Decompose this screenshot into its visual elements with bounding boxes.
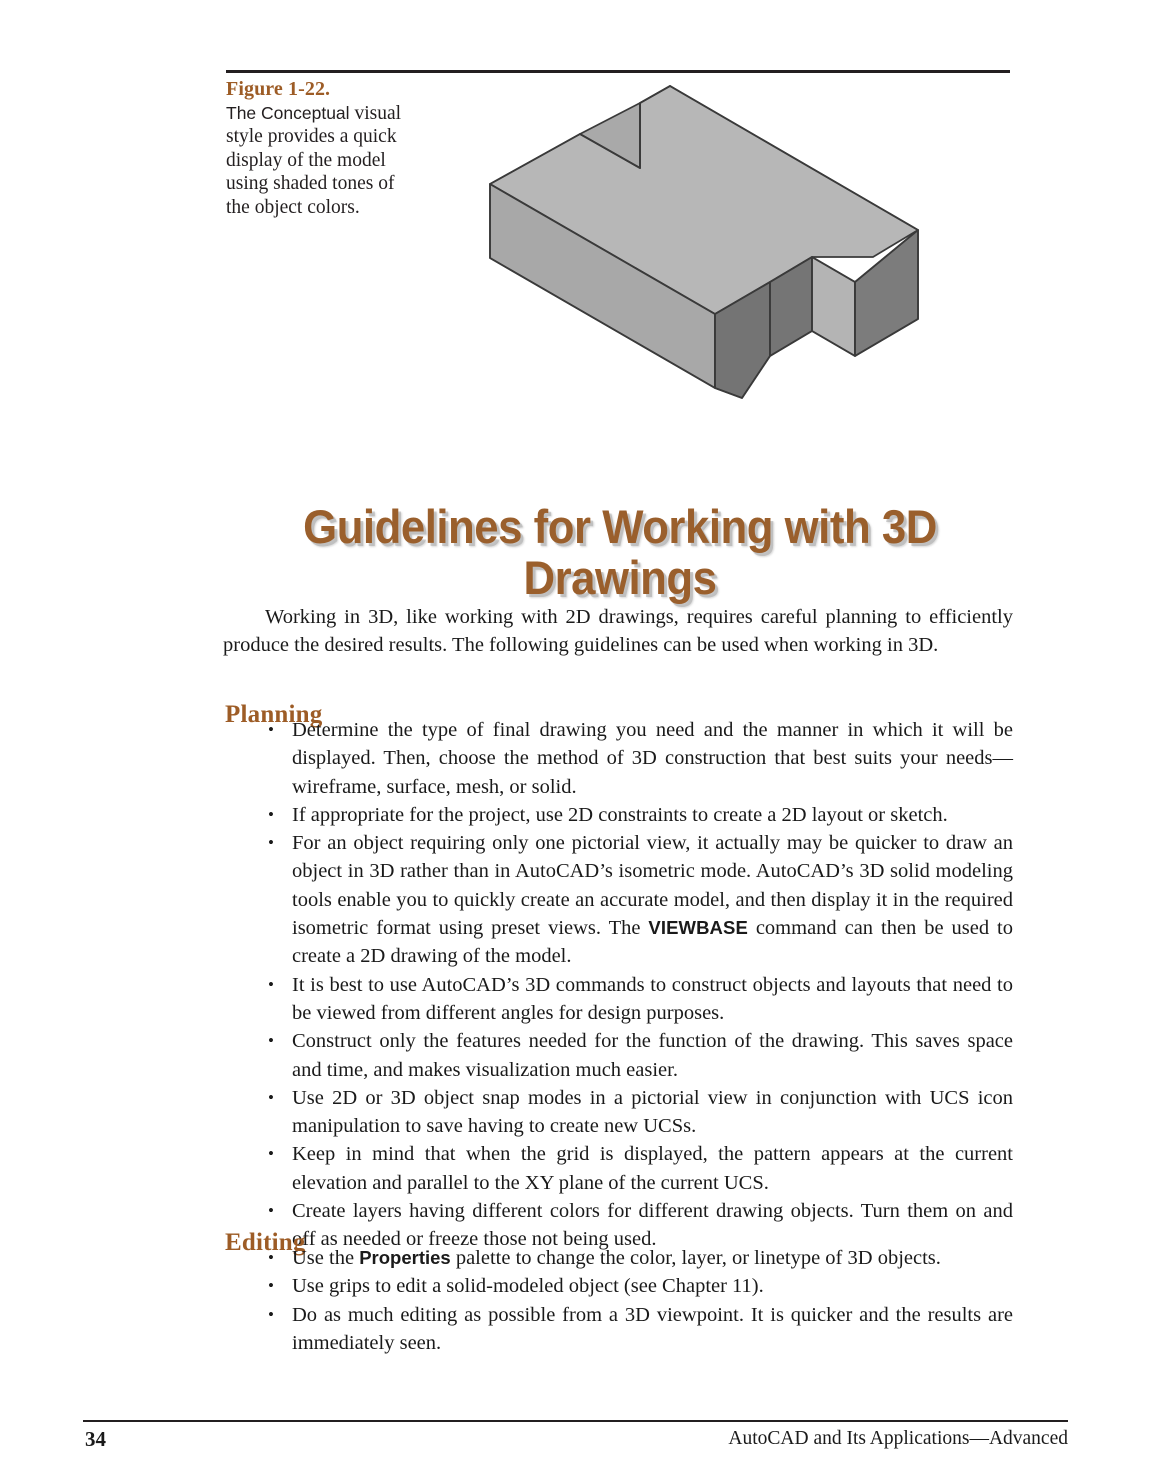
footer-book-title: AutoCAD and Its Applications—Advanced [728, 1428, 1068, 1449]
bullet-item: • Determine the type of final drawing you need and the manner in which it will be displayed. Then, choose the method of 3D construction that best suits your needs—wireframe, surface, mesh, or solid. [268, 716, 1013, 801]
bullet-item: • It is best to use AutoCAD’s 3D commands to construct objects and layouts that need to be viewed from different angles for design purposes. [268, 971, 1013, 1028]
3d-solid-model-illustration [470, 78, 950, 408]
figure-caption-text [226, 102, 406, 220]
figure-caption [226, 78, 406, 219]
figure-caption-lead: The Conceptual [226, 102, 350, 123]
figure-number: Figure 1-22. [226, 78, 331, 100]
figure-top-rule [226, 70, 1010, 73]
section-heading-planning: Planning [225, 700, 323, 728]
planning-bullet-list [268, 716, 1013, 1254]
editing-bullet-list [268, 1244, 1013, 1357]
page-number: 34 [85, 1427, 106, 1451]
ui-element-name: Properties [359, 1247, 451, 1268]
bullet-item: • If appropriate for the project, use 2D constraints to create a 2D layout or sketch. [268, 801, 1013, 829]
bullet-item: • Create layers having different colors for different drawing objects. Turn them on and off as needed or freeze those not being used. [268, 1197, 1013, 1254]
section-heading-editing: Editing [225, 1228, 306, 1256]
bullet-item: • Use the Properties palette to change the color, layer, or linetype of 3D objects. [268, 1244, 1013, 1272]
bullet-item: • Use grips to edit a solid-modeled object (see Chapter 11). [268, 1272, 1013, 1300]
intro-paragraph: Working in 3D, like working with 2D drawings, requires careful planning to efficiently produce the desired results. The following guidelines can be used when working in 3D. [223, 605, 1013, 656]
bullet-item: • For an object requiring only one pictorial view, it actually may be quicker to draw an object in 3D rather than in AutoCAD’s isometric mode. AutoCAD’s 3D solid modeling tools enable you to quickly create an accurate model, and then display it in the required isometric format using preset views. The VIEWBASE command can then be used to create a 2D drawing of the model. [268, 829, 1013, 970]
page-title: Guidelines for Working with 3D Drawings [303, 500, 937, 605]
bullet-item: • Do as much editing as possible from a 3D viewpoint. It is quicker and the results are immediately seen. [268, 1301, 1013, 1358]
bullet-item: • Use 2D or 3D object snap modes in a pictorial view in conjunction with UCS icon manipulation to save having to create new UCSs. [268, 1084, 1013, 1141]
figure-caption-rest: visual style provides a quick display of the model using shaded tones of the object colors. [226, 102, 402, 218]
bullet-item: • Construct only the features needed for the function of the drawing. This saves space and time, and makes visualization much easier. [268, 1027, 1013, 1084]
footer-rule [83, 1420, 1068, 1422]
command-name: VIEWBASE [648, 917, 748, 939]
model-svg [470, 78, 950, 408]
bullet-item: • Keep in mind that when the grid is displayed, the pattern appears at the current elevation and parallel to the XY plane of the current UCS. [268, 1140, 1013, 1197]
